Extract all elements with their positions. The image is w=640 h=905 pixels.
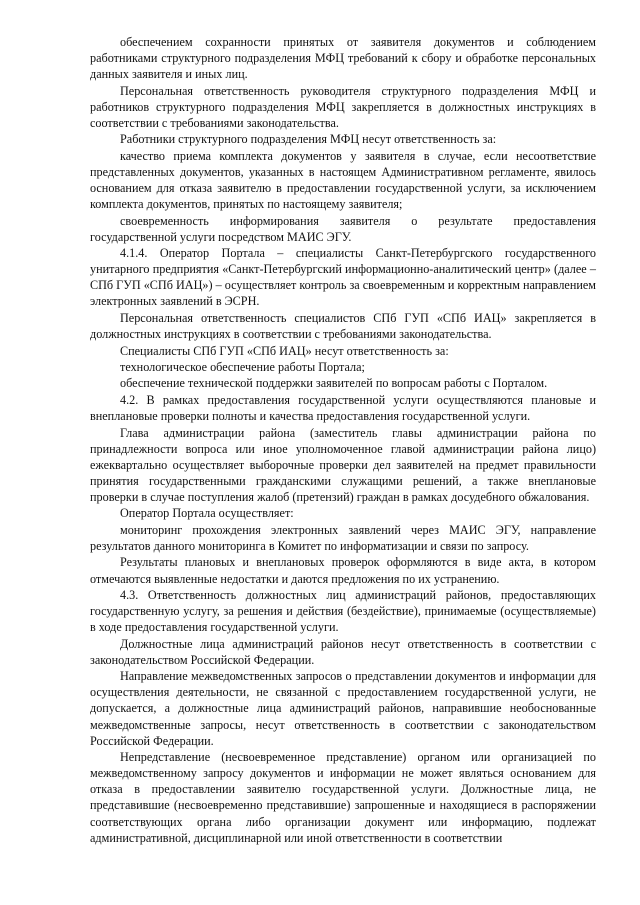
document-body [90, 34, 596, 846]
paragraph: технологическое обеспечение работы Портала; [120, 360, 365, 374]
paragraph: Направление межведомственных запросов о представлении документов и информации для осуществления деятельности, не связанной с предоставлением государственной услуги, не допускается, а должностные лица администраций районов, направившие необоснованные межведомственные запросы, несут ответственность в соответствии с законодательством Российской Федерации. [90, 669, 596, 748]
paragraph: Должностные лица администраций районов несут ответственность в соответствии с законодательством Российской Федерации. [90, 636, 596, 667]
paragraph: Персональная ответственность специалистов СПб ГУП «СПб ИАЦ» закрепляется в должностных инструкциях в соответствии с требованиями законодательства. [90, 310, 596, 342]
paragraph: 4.2. В рамках предоставления государственной услуги осуществляются плановые и внеплановые проверки полноты и качества предоставления государственной услуги. [90, 392, 596, 424]
paragraph: 4.3. Ответственность должностных лиц администраций районов, предоставляющих государственную услугу, за решения и действия (бездействие), принимаемые (осуществляемые) в ходе предоставления государственной услуги. [90, 588, 596, 635]
paragraph: качество приема комплекта документов у заявителя в случае, если несоответствие представленных документов, указанных в настоящем Административном регламенте, явилось основанием для отказа заявителю в предоставлении государственной услуги, за исключением комплекта документов, принятых по настоящему заявителя; [90, 148, 596, 212]
paragraph: мониторинг прохождения электронных заявлений через МАИС ЭГУ, направление результатов данного мониторинга в Комитет по информатизации и связи по запросу. [90, 522, 596, 553]
paragraph: Персональная ответственность руководителя структурного подразделения МФЦ и работников структурного подразделения МФЦ закрепляется в должностных инструкциях в соответствии с требованиями законодательства. [90, 83, 596, 130]
paragraph: Результаты плановых и внеплановых проверок оформляются в виде акта, в котором отмечаются выявленные недостатки и даются предложения по их устранению. [90, 555, 596, 586]
paragraph: Работники структурного подразделения МФЦ несут ответственность за: [120, 132, 497, 147]
paragraph: Глава администрации района (заместитель главы администрации района по принадлежности вопроса или иное уполномоченное главой администрации района лицо) ежеквартально осуществляет выборочные проверки дел заявителей на предмет правильности принятия государственными гражданскими служащими решений, а также внеплановые проверки в случае поступления жалоб (претензий) граждан в рамках досудебного обжалования. [90, 425, 596, 504]
paragraph: обеспечение технической поддержки заявителей по вопросам работы с Порталом. [120, 376, 548, 391]
paragraph: Специалисты СПб ГУП «СПб ИАЦ» несут ответственность за: [120, 343, 449, 358]
paragraph: своевременность информирования заявителя о результате предоставления государственной услуги посредством МАИС ЭГУ. [90, 213, 596, 244]
paragraph: 4.1.4. Оператор Портала – специалисты Санкт-Петербургского государственного унитарного предприятия «Санкт-Петербургский информационно-аналитический центр» (далее – СПб ГУП «СПб ИАЦ») – осуществляет контроль за своевременным и корректным направлением электронных заявлений в ЭСРН. [90, 246, 596, 309]
paragraph: Непредставление (несвоевременное представление) органом или организацией по межведомственному запросу документов и информации не может являться основанием для отказа в предоставлении заявителю государственной услуги. Должностные лица, не представившие (несвоевременно представившие) запрошенные и находящиеся в распоряжении соответствующих органа либо организации документ или информацию, подлежат административной, дисциплинарной или иной ответственности в соответствии [90, 750, 596, 845]
paragraph: обеспечением сохранности принятых от заявителя документов и соблюдением работниками структурного подразделения МФЦ требований к сбору и обработке персональных данных заявителя и иных лиц. [90, 35, 596, 82]
paragraph: Оператор Портала осуществляет: [120, 506, 294, 521]
